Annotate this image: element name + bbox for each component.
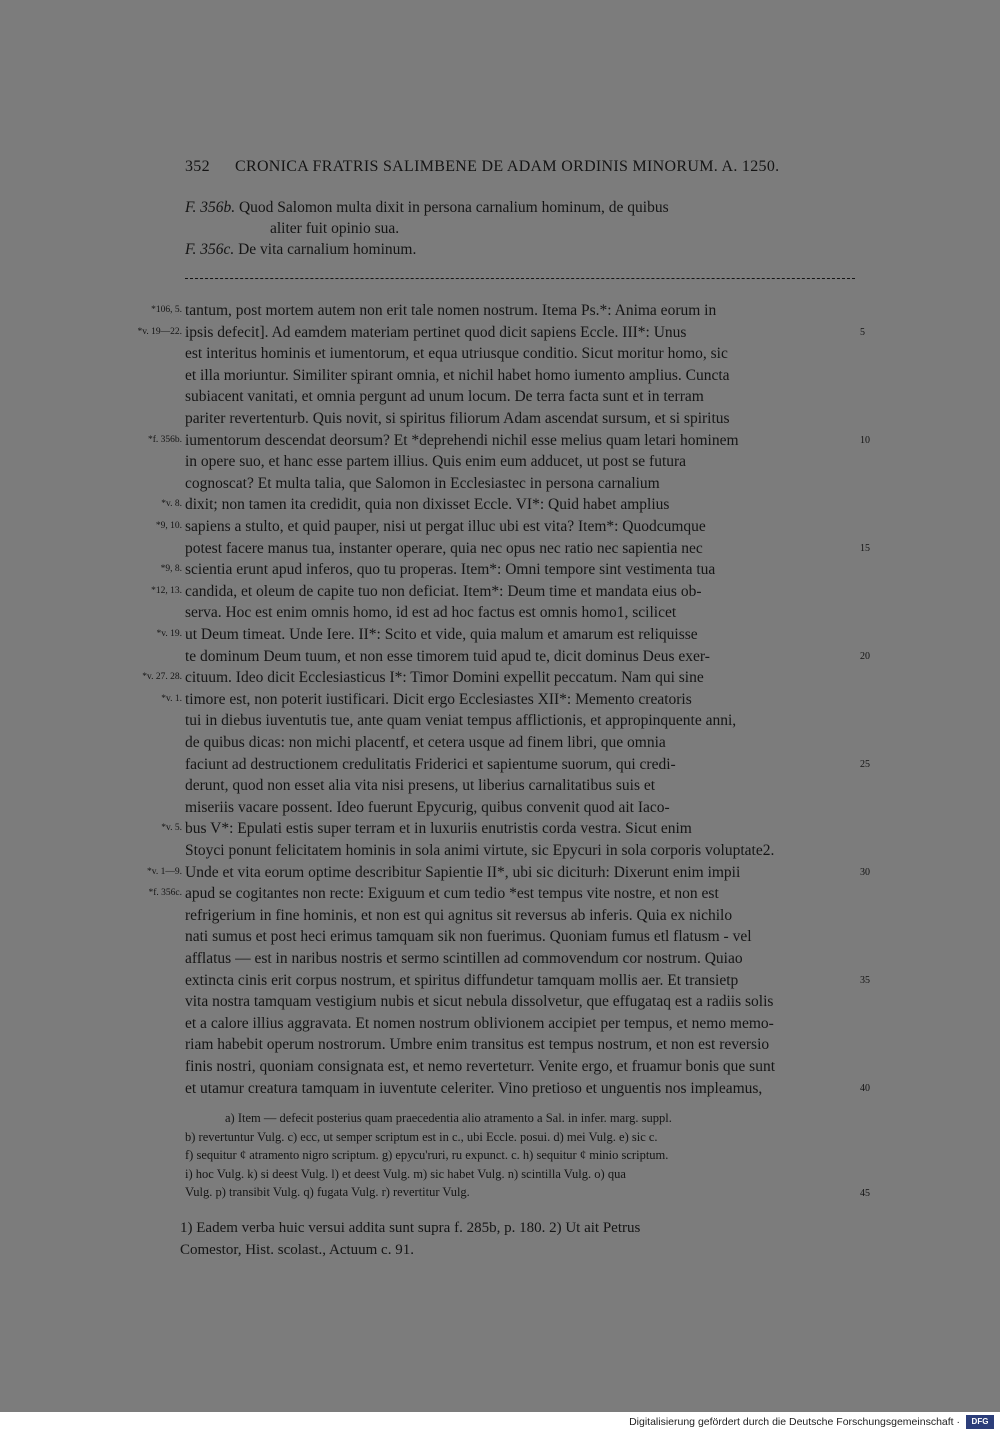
footnote: 1) Eadem verba huic versui addita sunt supra f. 285b, p. 180. 2) Ut ait Petrus	[180, 1220, 641, 1236]
text-line: et a calore illius aggravata. Et nomen nostrum oblivionem accipiet per tempus, et nemo memo-	[185, 1014, 774, 1032]
running-title: CRONICA FRATRIS SALIMBENE DE ADAM ORDINIS MINORUM. A. 1250.	[235, 158, 780, 175]
line-number: 10	[860, 434, 870, 446]
toc-ref: F. 356c.	[185, 241, 235, 258]
apparatus-line: i) hoc Vulg. k) si deest Vulg. l) et deest Vulg. m) sic habet Vulg. n) scintilla Vulg. o) qua	[185, 1166, 626, 1181]
section-divider	[185, 278, 855, 279]
text-line: nati sumus et post heci erimus tamquam sik non fuerimus. Quoniam fumus etl flatusm - vel	[185, 928, 752, 946]
text-line: pariter revertenturb. Quis novit, si spiritus filiorum Adam ascendat sursum, et si spiritus	[185, 410, 730, 427]
text-line: riam habebit operum nostrorum. Umbre enim transitus est tempus nostrum, et non est reversio	[185, 1036, 770, 1054]
margin-reference: *12, 13.	[151, 585, 182, 596]
text-line: ipsis defecit]. Ad eamdem materiam pertinet quod dicit sapiens Eccle. III*: Unus	[185, 323, 687, 341]
margin-reference: *v. 5.	[161, 823, 182, 834]
text-line: in opere suo, et hanc esse partem illius. Quis enim eum adducet, ut post se futura	[185, 453, 687, 471]
toc-entry	[185, 239, 855, 260]
line-number: 15	[860, 542, 870, 554]
apparatus-line: f) sequitur ¢ atramento nigro scriptum. g) epycu'ruri, ru expunct. c. h) sequitur ¢ minio scriptum.	[185, 1148, 669, 1162]
margin-reference: *v. 19.	[156, 629, 182, 639]
line-number: 20	[860, 650, 870, 662]
text-line: scientia erunt apud inferos, quo tu properas. Item*: Omni tempore sint vestimenta tua	[185, 561, 716, 579]
text-line: afflatus — est in naribus nostris et sermo scintillen ad commovendum cor nostrum. Quiao	[185, 950, 743, 967]
text-line: iumentorum descendat deorsum? Et *deprehendi nichil esse melius quam letari hominem	[185, 431, 739, 449]
footnote: Comestor, Hist. scolast., Actuum c. 91.	[180, 1242, 414, 1258]
line-number: 30	[860, 866, 870, 878]
toc-text: De vita carnalium hominum.	[238, 241, 417, 258]
dfg-logo: DFG	[966, 1415, 994, 1429]
text-line: ut Deum timeat. Unde Iere. II*: Scito et vide, quia malum et amarum est reliquisse	[185, 626, 698, 643]
page-number: 352	[185, 158, 210, 175]
text-line: de quibus dicas: non michi placentf, et cetera usque ad finem libri, que omnia	[185, 734, 666, 751]
text-line: tantum, post mortem autem non erit tale nomen nostrum. Itema Ps.*: Anima eorum in	[185, 302, 717, 319]
text-line: faciunt ad destructionem credulitatis Friderici et sapientume suorum, qui credi-	[185, 755, 676, 773]
text-line: te dominum Deum tuum, et non esse timorem tuid apud te, dicit dominus Deus exer-	[185, 647, 710, 665]
line-number: 40	[860, 1082, 870, 1094]
line-number: 25	[860, 758, 870, 770]
text-line: extincta cinis erit corpus nostrum, et spiritus diffundetur tamquam mollis aer. Et transietp	[185, 971, 739, 989]
funding-credit: Digitalisierung gefördert durch die Deutsche Forschungsgemeinschaft ·	[629, 1416, 960, 1428]
margin-reference: *v. 1—9.	[146, 866, 182, 877]
text-line: dixit; non tamen ita credidit, quia non dixisset Eccle. VI*: Quid habet amplius	[185, 496, 670, 514]
text-line: cognoscat? Et multa talia, que Salomon in Ecclesiastec in persona carnalium	[185, 474, 660, 492]
text-line: et utamur creatura tamquam in iuventute celeriter. Vino pretioso et unguentis nos impleamus,	[185, 1079, 763, 1097]
text-line: sapiens a stulto, et quid pauper, nisi ut pergat illuc ubi est vita? Item*: Quodcumque	[185, 518, 706, 535]
text-line: vita nostra tamquam vestigium nubis et sicut nebula dissolvetur, que effugataq est a radiis solis	[185, 993, 774, 1011]
line-number: 5	[860, 326, 865, 338]
text-line: timore est, non poterit iustificari. Dicit ergo Ecclesiastes XII*: Memento creatoris	[185, 690, 692, 708]
margin-reference: *v. 27. 28.	[142, 672, 182, 683]
margin-reference: *9, 8.	[160, 564, 182, 575]
toc-continuation: aliter fuit opinio sua.	[270, 220, 400, 237]
text-line: tui in diebus iuventutis tue, ante quam veniat tempus afflictionis, et appropinquente anni,	[185, 712, 737, 730]
line-number: 35	[860, 974, 870, 986]
text-line: finis nostri, quoniam consignata est, et nemo reverteturr. Venite ergo, et fruamur bonis que sunt	[185, 1058, 776, 1075]
apparatus-line: b) revertuntur Vulg. c) ecc, ut semper scriptum est in c., ubi Eccle. posui. d) mei Vulg. e) sic c.	[185, 1129, 658, 1144]
text-line: serva. Hoc est enim omnis homo, id est ad hoc factus est omnis homo1, scilicet	[185, 604, 677, 622]
running-header	[185, 158, 855, 176]
text-line: Stoyci ponunt felicitatem hominis in sola animi virtute, sic Epycuri in sola corporis voluptate2.	[185, 842, 775, 859]
text-line: candida, et oleum de capite tuo non deficiat. Item*: Deum time et mandata eius ob-	[185, 582, 702, 600]
footer-bar	[0, 1412, 1000, 1434]
margin-reference: *v. 1.	[161, 693, 182, 704]
margin-reference: *v. 8.	[161, 499, 182, 510]
margin-reference: *f. 356b.	[147, 434, 182, 445]
toc-text: Quod Salomon multa dixit in persona carnalium hominum, de quibus	[238, 199, 669, 216]
text-line: subiacent vanitati, et omnia pergunt ad unum locum. De terra facta sunt et in terram	[185, 388, 704, 406]
text-line: Unde et vita eorum optime describitur Sapientie II*, ubi sic diciturh: Dixerunt enim impii	[185, 863, 741, 881]
toc-ref: F. 356b.	[185, 199, 236, 216]
toc-entry	[185, 197, 855, 239]
margin-reference: *v. 19—22.	[137, 326, 182, 337]
line-number: 45	[860, 1188, 870, 1199]
text-line: cituum. Ideo dicit Ecclesiasticus I*: Timor Domini expellit peccatum. Nam qui sine	[185, 669, 704, 687]
apparatus-line: Vulg. p) transibit Vulg. q) fugata Vulg. r) revertitur Vulg.	[185, 1185, 470, 1199]
apparatus-line: a) Item — defecit posterius quam praecedentia alio atramento a Sal. in infer. marg. suppl.	[225, 1111, 672, 1125]
text-line: potest facere manus tua, instanter operare, quia nec opus nec ratio nec sapientia nec	[185, 539, 703, 557]
text-line: apud se cogitantes non recte: Exiguum et cum tedio *est tempus vite nostre, et non est	[185, 885, 719, 903]
text-line: est interitus hominis et iumentorum, et equa utriusque conditio. Sicut moritur homo, sic	[185, 345, 728, 363]
margin-reference: *106, 5.	[151, 305, 182, 315]
text-line: miseriis vacare possent. Ideo fuerunt Epycurig, quibus convenit quod ait Iaco-	[185, 798, 670, 816]
margin-reference: *9, 10.	[155, 521, 182, 531]
text-line: refrigerium in fine hominis, et non est qui agnitus sit reversus ab inferis. Quia ex nichilo	[185, 906, 733, 924]
text-line: et illa moriuntur. Similiter spirant omnia, et nichil habet homo iumento amplius. Cuncta	[185, 366, 730, 384]
margin-reference: *f. 356c.	[148, 888, 182, 899]
text-line: derunt, quod non esset alia vita nisi presens, ut liberius carnalitatibus suis et	[185, 777, 656, 795]
text-line: bus V*: Epulati estis super terram et in luxuriis enutristis corda vestra. Sicut enim	[185, 820, 692, 838]
